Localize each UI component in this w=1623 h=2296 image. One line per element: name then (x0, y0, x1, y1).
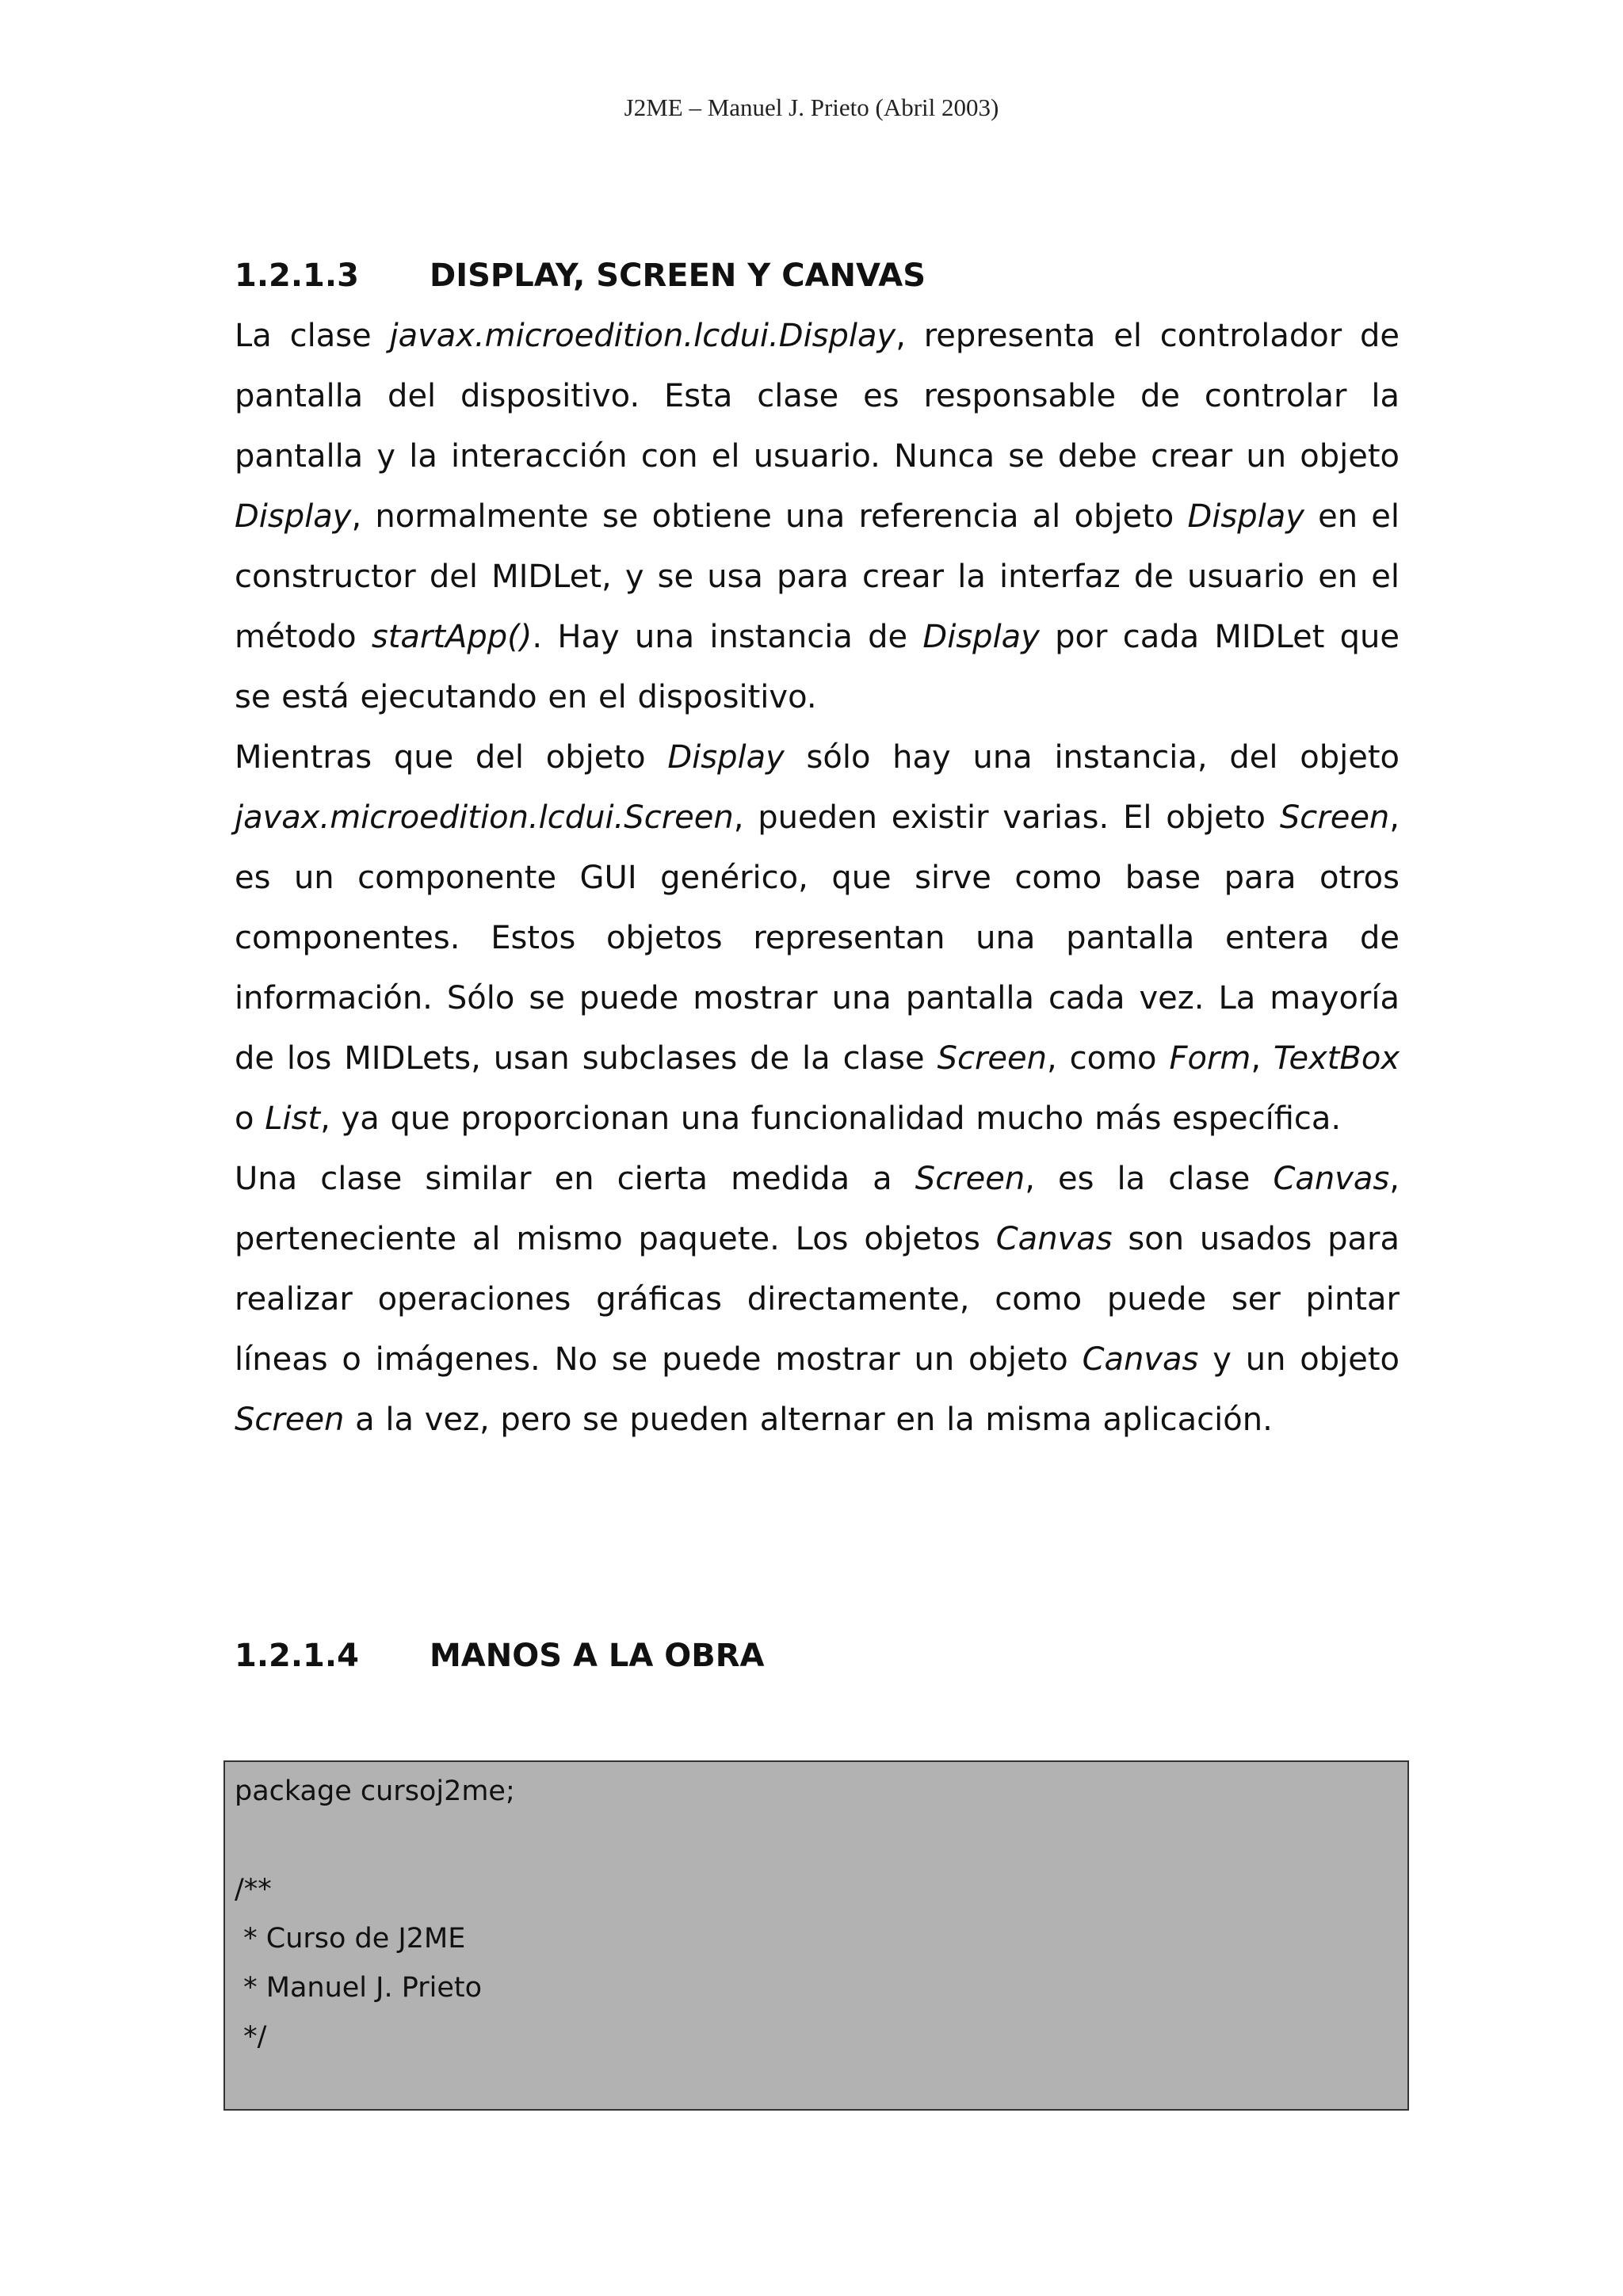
section-display-screen-canvas (235, 246, 1400, 1450)
code-line: package cursoj2me; (235, 1775, 515, 1807)
section-heading (235, 246, 1400, 306)
code-line: */ (235, 2021, 267, 2053)
code-line (235, 1816, 1398, 1865)
code-line: * Curso de J2ME (235, 1923, 466, 1955)
code-line: * Manuel J. Prieto (235, 1972, 482, 2004)
code-block (223, 1760, 1409, 2111)
paragraph-screen: Mientras que del objeto Display sólo hay una instancia, del objeto javax.microedition.lcdui.Screen, pueden existir varias. El objeto Screen, es un componente GUI genérico, que sirve como base para otros componentes. Estos objetos representan una pantalla entera de información. Sólo se puede mostrar una pantalla cada vez. La mayoría de los MIDLets, usan subclases de la clase Screen, como Form, TextBox o List, ya que proporcionan una funcionalidad mucho más específica. (235, 739, 1400, 1137)
section-manos-a-la-obra (235, 1626, 1400, 1686)
section-title: MANOS A LA OBRA (430, 1638, 765, 1674)
paragraph-display: La clase javax.microedition.lcdui.Display, representa el controlador de pantalla del dispositivo. Esta clase es responsable de controlar la pantalla y la interacción con el usuario. Nunca se debe crear un objeto Display, normalmente se obtiene una referencia al objeto Display en el constructor del MIDLet, y se usa para crear la interfaz de usuario en el método startApp(). Hay una instancia de Display por cada MIDLet que se está ejecutando en el dispositivo. (235, 318, 1400, 715)
paragraph-canvas: Una clase similar en cierta medida a Screen, es la clase Canvas, perteneciente al mismo paquete. Los objetos Canvas son usados para realizar operaciones gráficas directamente, como puede ser pintar líneas o imágenes. No se puede mostrar un objeto Canvas y un objeto Screen a la vez, pero se pueden alternar en la misma aplicación. (235, 1161, 1400, 1438)
section-heading (235, 1626, 1400, 1686)
code-line: /** (235, 1874, 272, 1905)
section-number: 1.2.1.3 (235, 257, 359, 294)
page-header: J2ME – Manuel J. Prieto (Abril 2003) (624, 93, 999, 121)
section-title: DISPLAY, SCREEN Y CANVAS (430, 257, 926, 294)
section-number: 1.2.1.4 (235, 1638, 359, 1674)
